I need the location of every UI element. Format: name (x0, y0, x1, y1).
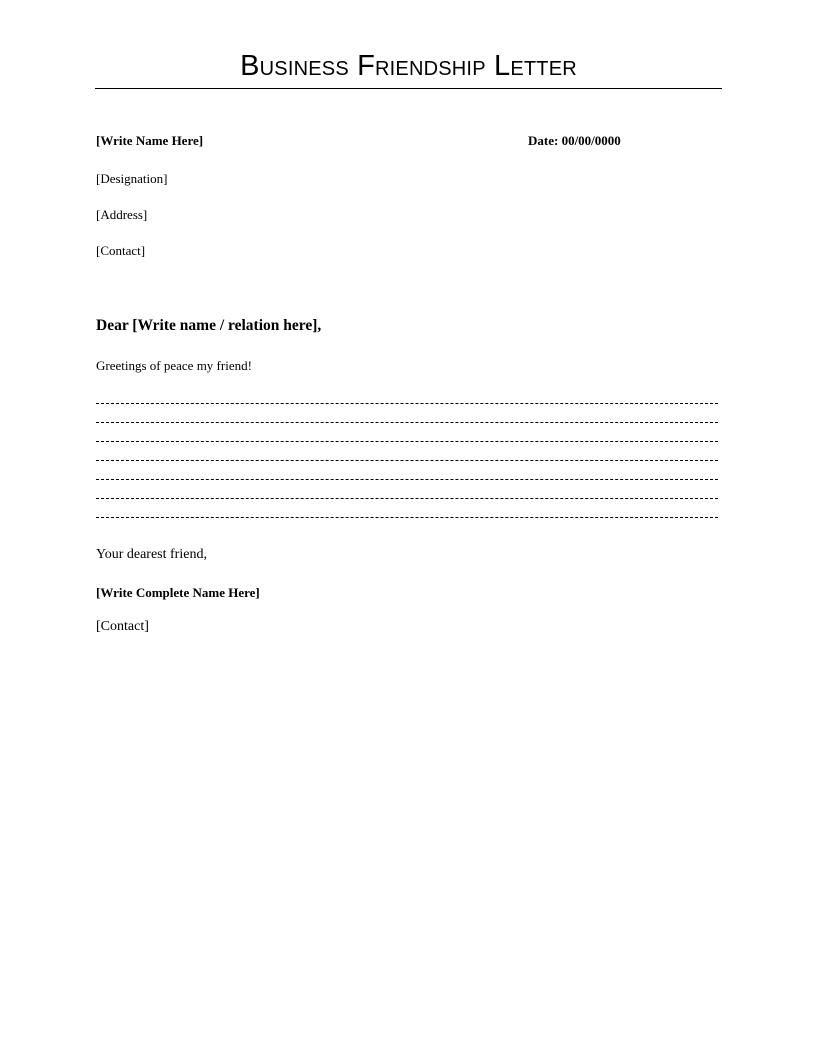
writing-line (96, 480, 718, 499)
letter-date: Date: 00/00/0000 (528, 133, 621, 148)
signer-contact: [Contact] (96, 619, 149, 634)
sender-contact: [Contact] (96, 243, 146, 258)
writing-line (96, 404, 718, 423)
sender-name-placeholder: [Write Name Here] (96, 133, 204, 148)
writing-line (96, 461, 718, 480)
valediction: Your dearest friend, (96, 547, 207, 562)
sender-designation: [Designation] (96, 171, 168, 186)
greeting-line: Greetings of peace my friend! (96, 358, 252, 373)
writing-line (96, 423, 718, 442)
letter-title: Business Friendship Letter (240, 50, 577, 82)
writing-line (96, 499, 718, 518)
writing-line (96, 396, 718, 404)
salutation: Dear [Write name / relation here], (96, 317, 322, 334)
signer-name-placeholder: [Write Complete Name Here] (96, 585, 260, 600)
writing-line (96, 442, 718, 461)
title-underline (95, 88, 722, 89)
sender-address: [Address] (96, 207, 148, 222)
blank-writing-lines (96, 396, 718, 518)
